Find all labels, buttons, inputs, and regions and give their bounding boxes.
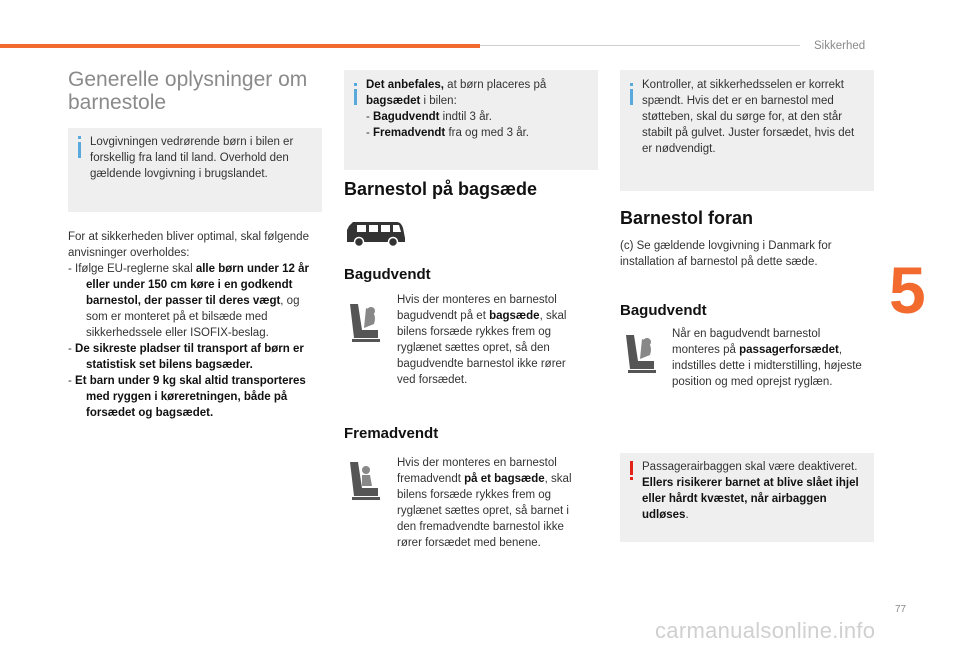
list-bold: alle børn under 12 år eller under 150 cm køre i en godkendt barnestol, der passer til deres vægt bbox=[86, 263, 309, 307]
list-dash: - bbox=[68, 375, 76, 387]
section-name: Sikkerhed bbox=[814, 40, 866, 52]
airbag-warning-box bbox=[620, 453, 874, 542]
list-item: - Bagudvendt indtil 3 år. bbox=[366, 111, 492, 123]
airbag-warning-text: Passagerairbaggen skal være deaktiveret. Ellers risikerer barnet at blive slået ihjel eller hårdt kvæstet, når airbaggen udløses. bbox=[642, 461, 859, 521]
subheading-forward-facing: Fremadvendt bbox=[344, 425, 439, 442]
header-accent-bar bbox=[0, 44, 480, 48]
intro-text bbox=[68, 229, 324, 421]
heading-rear-seat: Barnestol på bagsæde bbox=[344, 179, 538, 199]
rear-facing-text: Hvis der monteres en barnestol bagudvendt på et bagsæde, skal bilens forsæde rykkes frem og ryglænet sættes opret, så den bagudvendte barnestol ikke rører ved forsædet. bbox=[397, 294, 567, 386]
intro-line: For at sikkerheden bliver optimal, skal følgende anvisninger overholdes: bbox=[68, 231, 309, 259]
info-icon-bar bbox=[354, 89, 357, 105]
header-divider bbox=[480, 45, 800, 46]
seatbelt-check-box bbox=[620, 70, 874, 191]
info-icon bbox=[354, 83, 357, 86]
info-icon bbox=[78, 136, 81, 139]
recommendation-box bbox=[344, 70, 598, 170]
list-item bbox=[68, 261, 324, 341]
list-dash: - bbox=[68, 343, 76, 355]
info-icon bbox=[630, 83, 633, 86]
warning-icon bbox=[630, 461, 633, 475]
list-text: , og som er monteret på et bilsæde med sikkerhedssele eller ISOFIX-beslag. bbox=[86, 295, 300, 339]
warning-icon-dot bbox=[630, 477, 633, 480]
watermark: carmanualsonline.info bbox=[655, 618, 876, 643]
list-item bbox=[68, 341, 324, 373]
forward-facing-text: Hvis der monteres en barnestol fremadvendt på et bagsæde, skal bilens forsæde rykkes frem og ryglænet sættes opret, så barnet i den fremadvendte barnestol ikke rører forsædet med benene. bbox=[397, 457, 572, 549]
rear-facing-seat-icon bbox=[344, 302, 384, 344]
page-number: 77 bbox=[895, 604, 907, 615]
subheading-rear-facing: Bagudvendt bbox=[344, 266, 431, 283]
recommendation-text: Det anbefales, at børn placeres på bagsædet i bilen: - Bagudvendt indtil 3 år. - Fremadvendt fra og med 3 år. bbox=[366, 77, 586, 141]
chapter-number: 5 bbox=[889, 253, 926, 327]
info-text: Lovgivningen vedrørende børn i bilen er forskellig fra land til land. Overhold den gældende lovgivning i brugslandet. bbox=[90, 136, 294, 180]
info-icon-bar bbox=[78, 142, 81, 158]
list-text: - Ifølge EU-reglerne skal bbox=[68, 263, 196, 275]
front-rear-facing-text: Når en bagudvendt barnestol monteres på passagerforsædet, indstilles dette i midterstilling, højeste position og med oprejst ryglæn. bbox=[672, 328, 862, 388]
rear-facing-seat-icon bbox=[620, 333, 660, 375]
seatbelt-check-text: Kontroller, at sikkerhedsselen er korrekt spændt. Hvis det er en barnestol med støtteben, skal du sørge for, at den står stabilt på gulvet. Juster forsædet, hvis det er nødvendigt. bbox=[642, 79, 855, 155]
list-bold: Et barn under 9 kg skal altid transporteres med ryggen i køreretningen, både på forsædet og bagsædet. bbox=[75, 375, 306, 419]
list-item bbox=[68, 373, 324, 421]
forward-facing-seat-icon bbox=[344, 460, 384, 502]
heading-front-seat: Barnestol foran bbox=[620, 208, 754, 228]
van-icon bbox=[345, 220, 407, 248]
info-icon-bar bbox=[630, 89, 633, 105]
front-seat-intro: (c) Se gældende lovgivning i Danmark for installation af barnestol på dette sæde. bbox=[620, 240, 832, 268]
list-item: - Fremadvendt fra og med 3 år. bbox=[366, 127, 529, 139]
subheading-rear-facing-front: Bagudvendt bbox=[620, 302, 707, 319]
info-box bbox=[68, 128, 322, 212]
page-title: Generelle oplysninger om barnestole bbox=[68, 68, 308, 114]
list-bold: De sikreste pladser til transport af børn er statistisk set bilens bagsæder. bbox=[75, 343, 304, 371]
